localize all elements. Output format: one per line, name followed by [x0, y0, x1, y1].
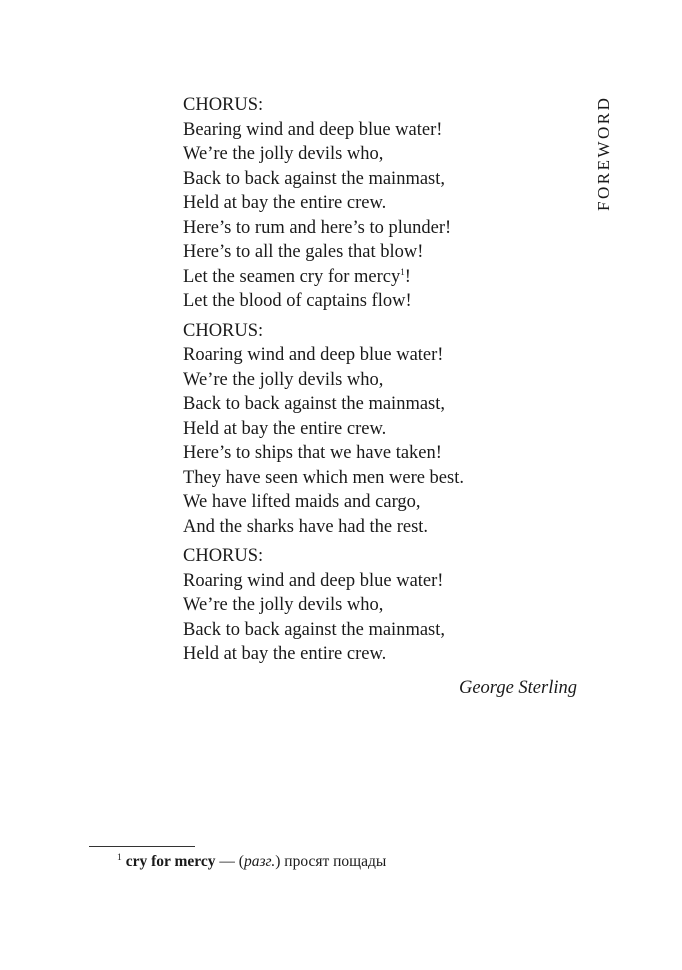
footnote-divider — [89, 846, 195, 847]
footnote-close: ) — [275, 853, 285, 870]
footnote-term: cry for mercy — [125, 853, 216, 870]
poem-line: Back to back against the mainmast, — [183, 619, 446, 640]
stanza-3 — [183, 544, 583, 667]
poem-line: Roaring wind and deep blue water! — [183, 570, 444, 591]
poem-line: Bearing wind and deep blue water! — [183, 119, 443, 140]
footnote-abbreviation: разг. — [243, 853, 276, 870]
footnote — [117, 853, 386, 871]
poem-line: Back to back against the mainmast, — [183, 168, 446, 189]
poem-line-text: Let the seamen cry for mercy — [183, 266, 401, 287]
poem-line: And the sharks have had the rest. — [183, 516, 429, 537]
poem — [183, 93, 583, 672]
poem-line: Here’s to ships that we have taken! — [183, 443, 442, 463]
footnote-number: 1 — [117, 852, 122, 863]
poem-line: They have seen which men were best. — [183, 467, 464, 488]
stanza-1 — [183, 93, 583, 314]
footnote-reference[interactable]: 1 — [400, 266, 405, 277]
poem-line: Here’s to all the gales that blow! — [183, 242, 424, 262]
poem-line: We have lifted maids and cargo, — [183, 492, 421, 512]
poem-line: Let the blood of captains flow! — [183, 291, 412, 311]
poem-line: Back to back against the mainmast, — [183, 394, 446, 414]
poem-line: CHORUS: — [183, 320, 264, 341]
poem-line: Held at bay the entire crew. — [183, 193, 387, 213]
poem-line: Roaring wind and deep blue water! — [183, 345, 444, 365]
poem-line: We’re the jolly devils who, — [183, 595, 384, 615]
poem-line-with-footnote — [183, 265, 583, 290]
poem-line: We’re the jolly devils who, — [183, 144, 384, 164]
poem-line: CHORUS: — [183, 95, 264, 115]
poem-line: We’re the jolly devils who, — [183, 369, 384, 390]
poem-line: Here’s to rum and here’s to plunder! — [183, 217, 452, 238]
poem-line: Held at bay the entire crew. — [183, 644, 387, 664]
poem-line-suffix: ! — [404, 266, 411, 287]
poem-author: George Sterling — [458, 678, 577, 698]
footnote-translation: просят пощады — [284, 853, 387, 870]
poem-line: Held at bay the entire crew. — [183, 418, 387, 439]
poem-line: CHORUS: — [183, 546, 264, 566]
running-head: FOREWORD — [594, 96, 613, 212]
stanza-2 — [183, 319, 583, 540]
footnote-dash: — ( — [215, 853, 244, 870]
